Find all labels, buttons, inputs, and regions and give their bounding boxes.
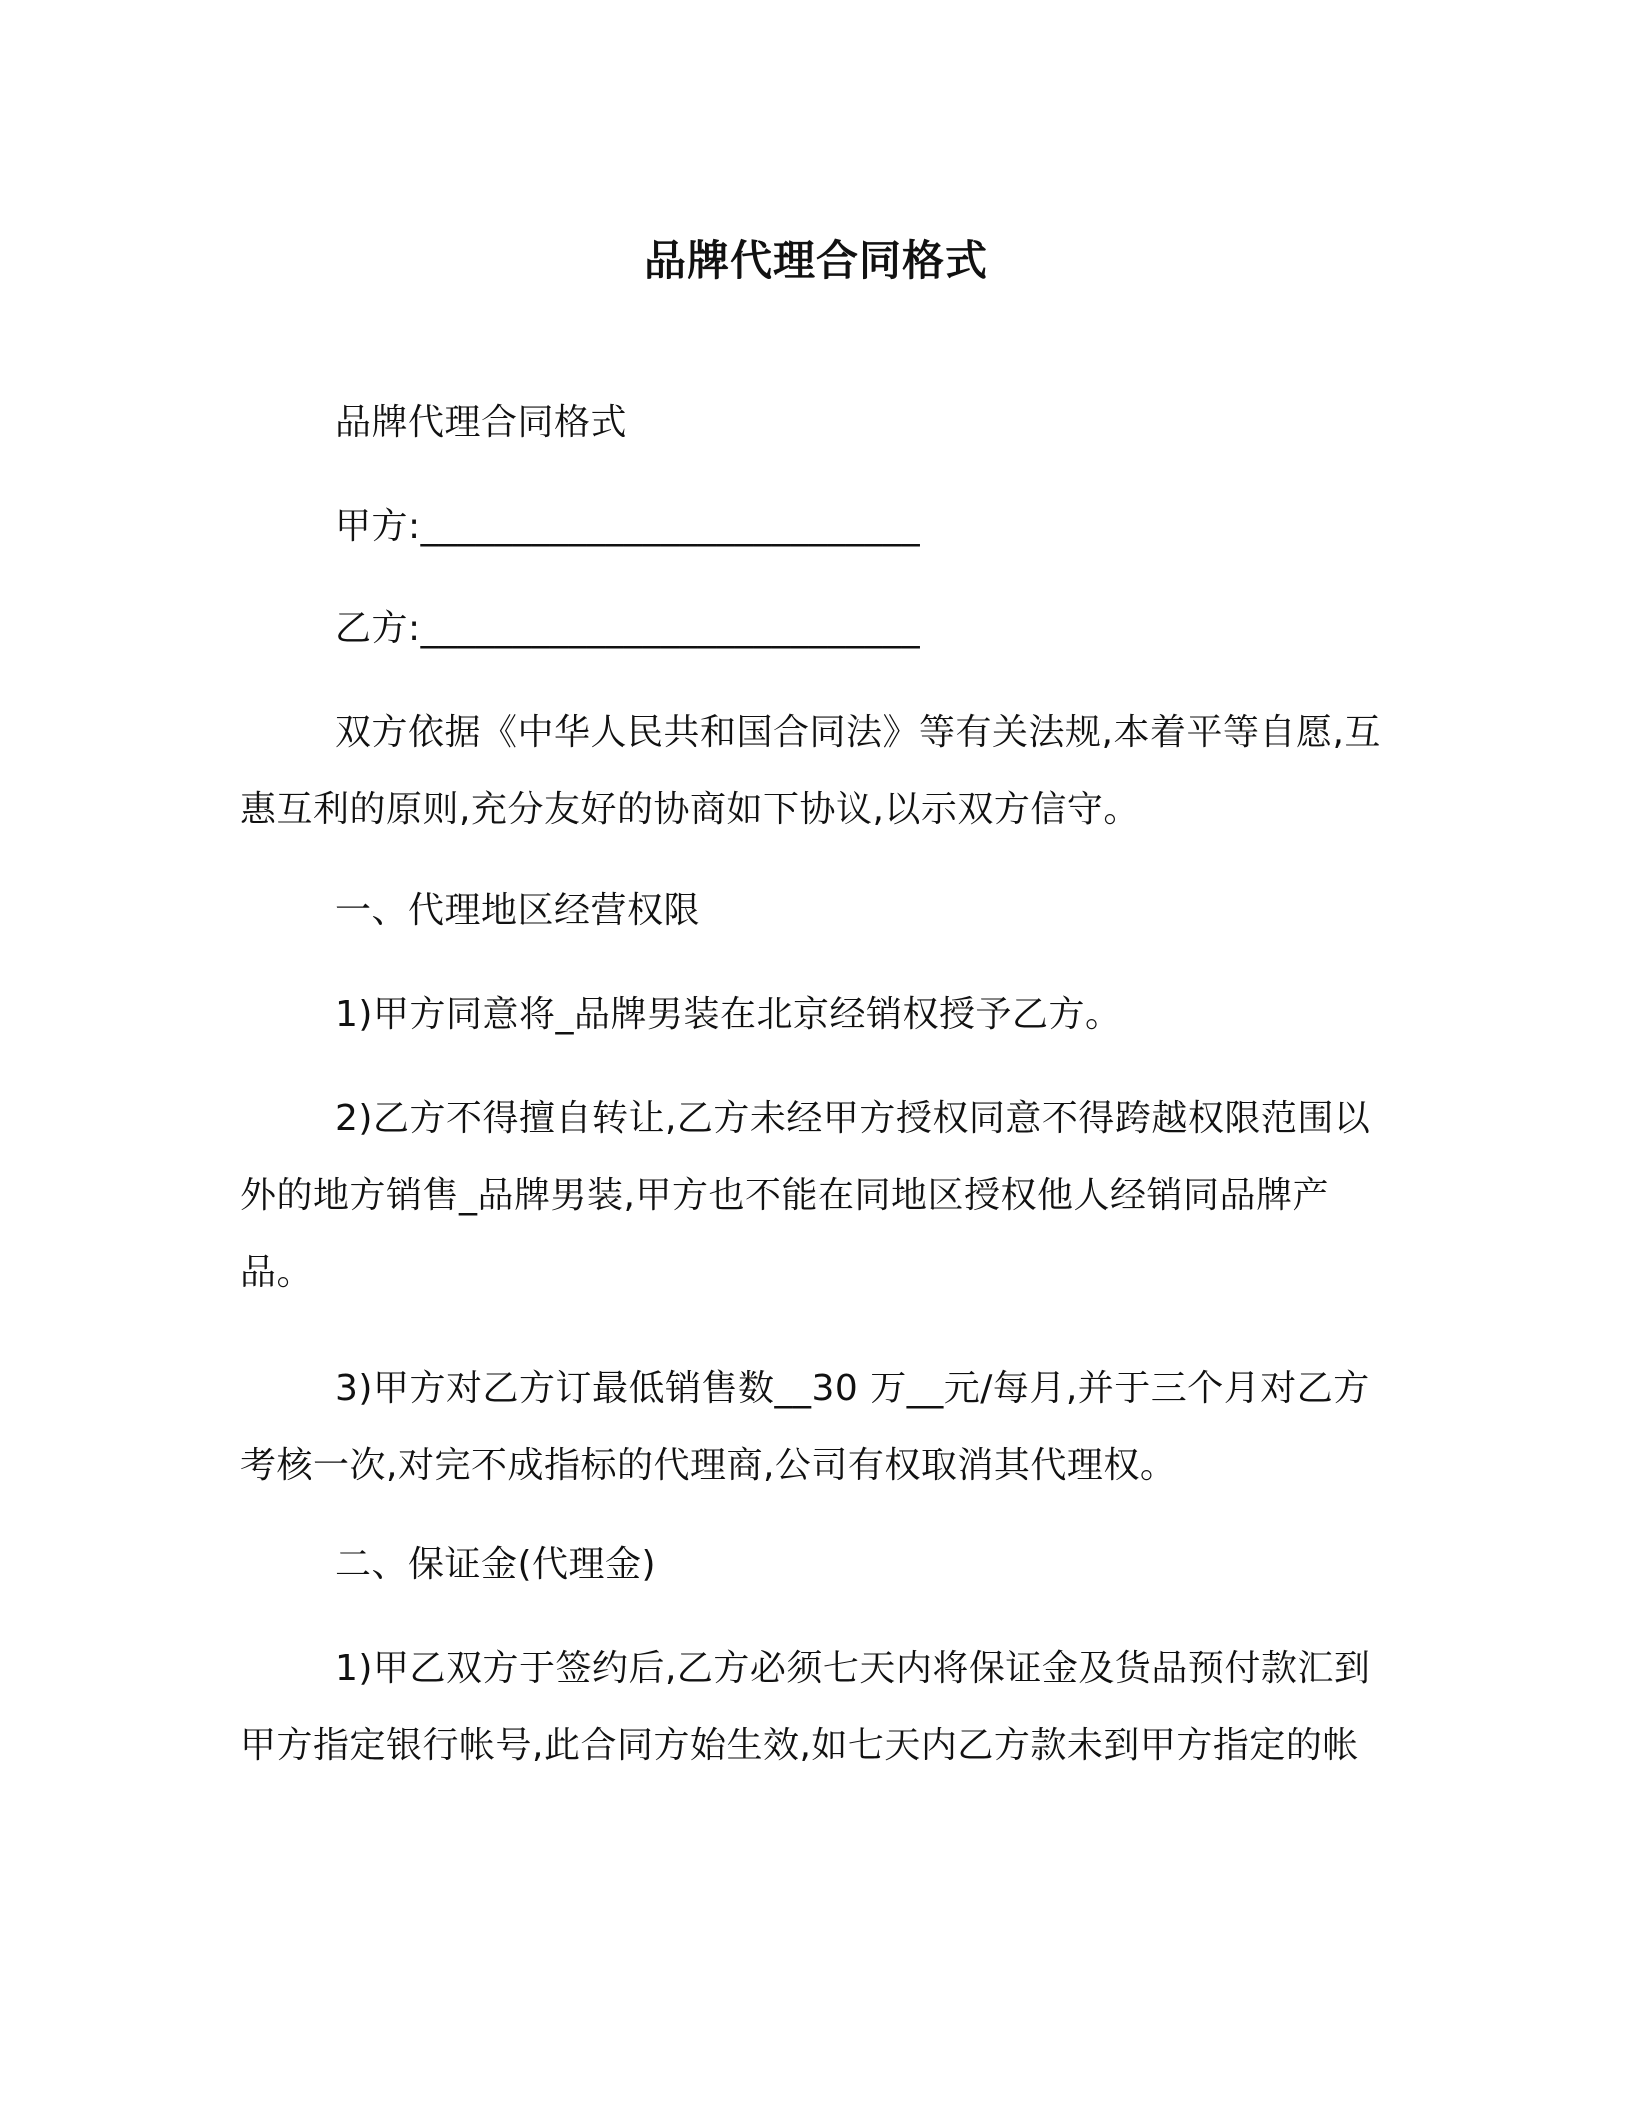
section-1-clause-3: 3)甲方对乙方订最低销售数__30 万__元/每月,并于三个月对乙方考核一次,对完不成指标的代理商,公司有权取消其代理权。 [240,1368,1370,1486]
section-1-clause-1: 1)甲方同意将_品牌男装在北京经销权授予乙方。 [335,994,1122,1035]
subtitle: 品牌代理合同格式 [335,402,628,443]
party-a-line: 甲方:___________________________ [335,506,921,547]
section-2-heading: 二、保证金(代理金) [335,1544,657,1585]
document-title: 品牌代理合同格式 [643,236,988,285]
section-2-clause-1: 1)甲乙双方于签约后,乙方必须七天内将保证金及货品预付款汇到甲方指定银行帐号,此合同方始生效,如七天内乙方款未到甲方指定的帐 [240,1648,1371,1766]
party-b-line: 乙方:___________________________ [335,608,921,649]
section-1-clause-2: 2)乙方不得擅自转让,乙方未经甲方授权同意不得跨越权限范围以外的地方销售_品牌男装,甲方也不能在同地区授权他人经销同品牌产品。 [240,1098,1371,1293]
section-1-heading: 一、代理地区经营权限 [335,890,701,931]
intro-paragraph: 双方依据《中华人民共和国合同法》等有关法规,本着平等自愿,互惠互利的原则,充分友好的协商如下协议,以示双方信守。 [240,712,1381,830]
